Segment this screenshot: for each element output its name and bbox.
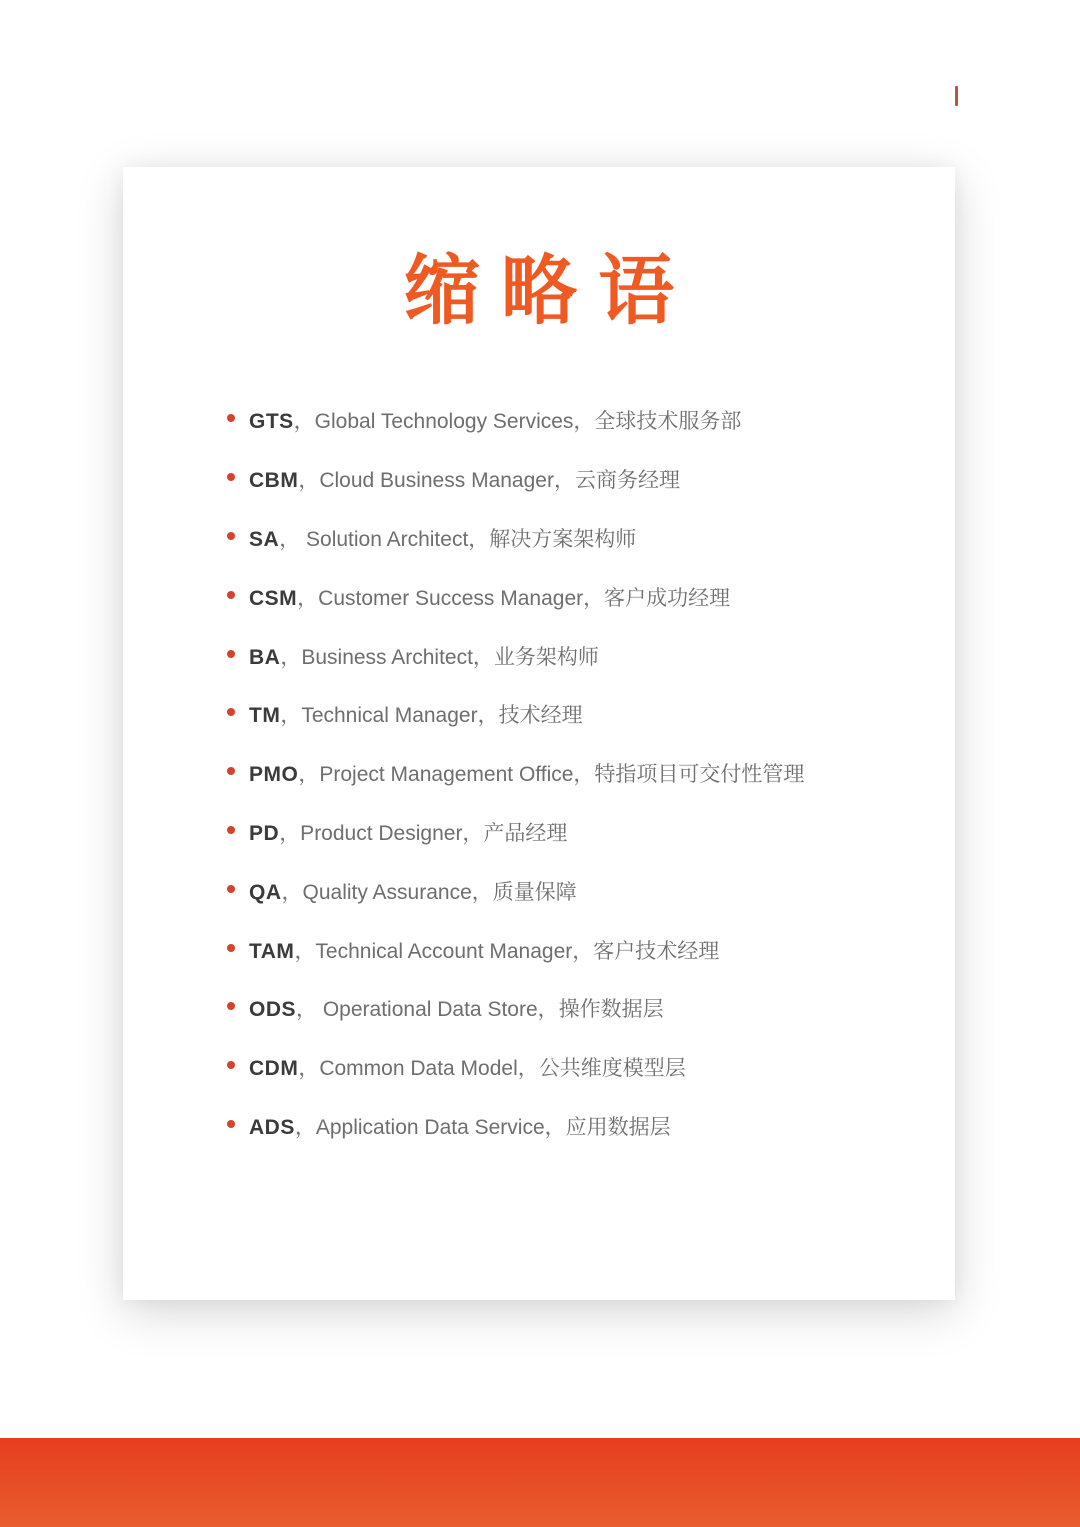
abbreviation-list <box>227 391 925 1155</box>
abbreviation-definition: ， Operational Data Store，操作数据层 <box>296 998 664 1022</box>
bullet-icon <box>227 532 235 540</box>
abbreviation-term: PMO <box>249 763 299 787</box>
abbreviation-term: ODS <box>249 998 297 1022</box>
abbreviation-definition: ，Common Data Model，公共维度模型层 <box>298 1057 686 1081</box>
abbreviation-text <box>249 876 577 906</box>
abbreviation-definition: ，Technical Manager，技术经理 <box>280 704 583 728</box>
abbreviation-term: TM <box>249 704 281 728</box>
abbreviation-term: CDM <box>249 1057 299 1081</box>
abbreviation-definition: ，Application Data Service，应用数据层 <box>294 1115 671 1139</box>
bullet-icon <box>227 885 235 893</box>
abbreviation-item <box>227 861 925 920</box>
abbreviation-term: CBM <box>249 469 299 493</box>
abbreviation-term: SA <box>249 527 280 551</box>
abbreviation-term: CSM <box>249 586 298 610</box>
bullet-icon <box>227 944 235 952</box>
abbreviation-term: GTS <box>249 410 294 434</box>
abbreviation-term: BA <box>249 645 281 669</box>
abbreviation-text <box>249 464 680 494</box>
abbreviation-text <box>249 935 719 965</box>
bullet-icon <box>227 767 235 775</box>
bullet-icon <box>227 414 235 422</box>
abbreviation-term: PD <box>249 821 280 845</box>
abbreviation-item <box>227 803 925 862</box>
abbreviation-text <box>249 758 804 788</box>
abbreviation-term: QA <box>249 880 282 904</box>
abbreviation-text <box>249 993 664 1023</box>
abbreviation-text <box>249 582 730 612</box>
abbreviation-text <box>249 817 567 847</box>
abbreviation-text <box>249 405 741 435</box>
abbreviation-definition: ，Business Architect，业务架构师 <box>280 645 599 669</box>
abbreviation-definition: ，Cloud Business Manager，云商务经理 <box>298 469 680 493</box>
abbreviation-definition: ，Customer Success Manager，客户成功经理 <box>297 586 731 610</box>
abbreviation-text <box>249 699 583 729</box>
abbreviation-text <box>249 1111 671 1141</box>
bullet-icon <box>227 1061 235 1069</box>
abbreviation-term: ADS <box>249 1115 295 1139</box>
abbreviation-item <box>227 509 925 568</box>
abbreviation-term: TAM <box>249 939 295 963</box>
abbreviation-item <box>227 685 925 744</box>
abbreviation-item <box>227 1038 925 1097</box>
abbreviation-definition: ， Solution Architect，解决方案架构师 <box>279 527 637 551</box>
abbreviation-item <box>227 1097 925 1156</box>
abbreviation-text <box>249 1052 686 1082</box>
abbreviation-definition: ，Technical Account Manager，客户技术经理 <box>294 939 720 963</box>
abbreviation-item <box>227 567 925 626</box>
bullet-icon <box>227 473 235 481</box>
corner-tick-mark <box>955 86 958 106</box>
abbreviation-definition: ，Global Technology Services，全球技术服务部 <box>293 410 742 434</box>
abbreviation-definition: ，Project Management Office，特指项目可交付性管理 <box>298 763 805 787</box>
abbreviation-item <box>227 920 925 979</box>
abbreviation-item <box>227 744 925 803</box>
bullet-icon <box>227 826 235 834</box>
bullet-icon <box>227 591 235 599</box>
abbreviation-item <box>227 979 925 1038</box>
bullet-icon <box>227 1002 235 1010</box>
bottom-accent-band <box>0 1438 1080 1527</box>
abbreviation-item <box>227 626 925 685</box>
bullet-icon <box>227 1120 235 1128</box>
abbreviation-text <box>249 523 636 553</box>
abbreviation-text <box>249 641 599 671</box>
bullet-icon <box>227 708 235 716</box>
abbreviations-card <box>123 167 955 1300</box>
abbreviation-item <box>227 391 925 450</box>
page-title: 缩 略 语 <box>403 249 675 334</box>
abbreviation-item <box>227 450 925 509</box>
abbreviation-definition: ，Product Designer，产品经理 <box>279 821 568 845</box>
bullet-icon <box>227 650 235 658</box>
abbreviation-definition: ，Quality Assurance，质量保障 <box>281 880 577 904</box>
